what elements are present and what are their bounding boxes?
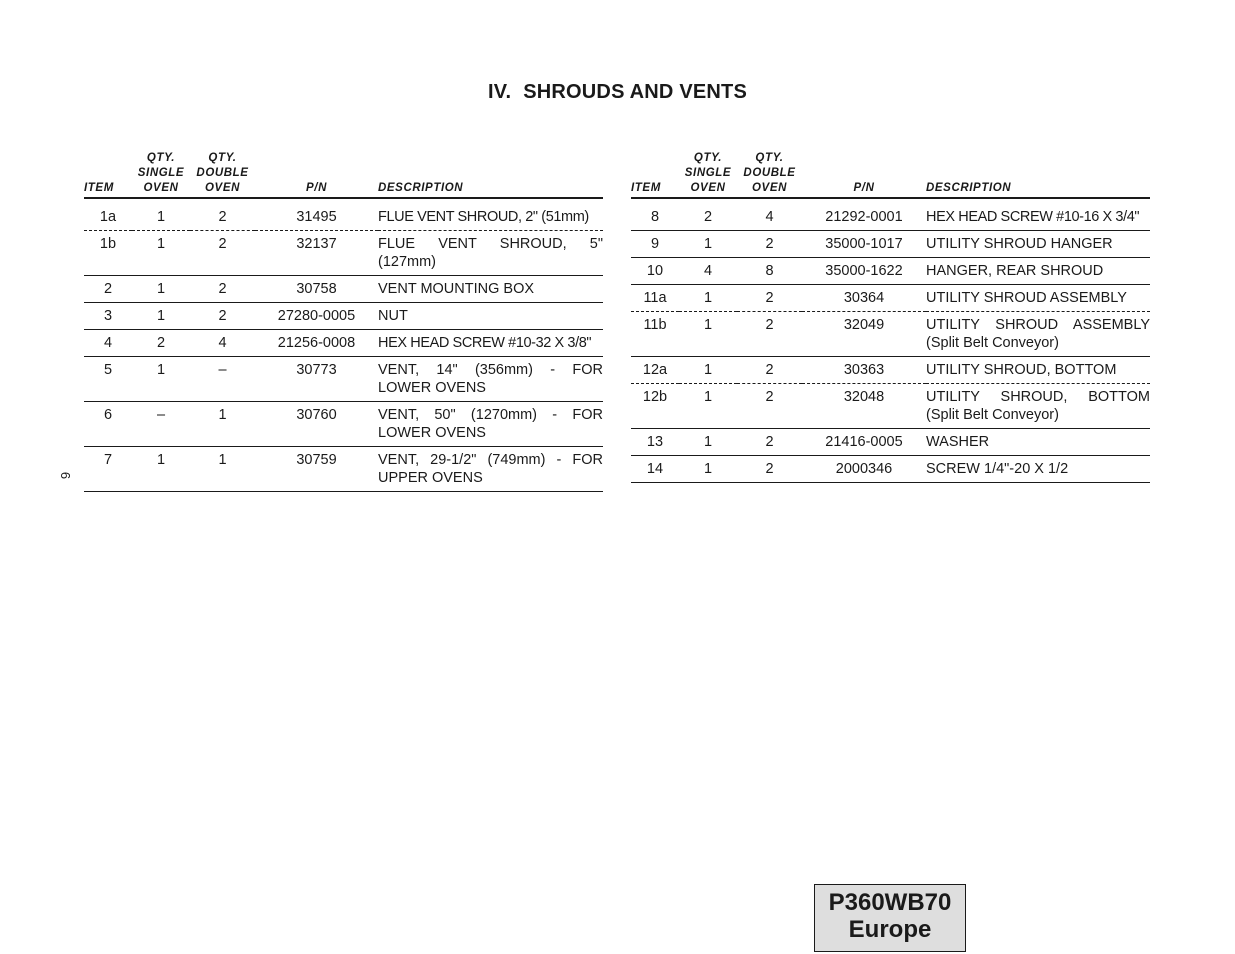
part-number-cell: 35000-1017 [802, 231, 926, 258]
qty-single-cell: 1 [132, 198, 190, 231]
column-header-item: ITEM [631, 151, 679, 198]
qty-single-cell: 1 [132, 231, 190, 276]
qty-double-cell: 1 [190, 402, 255, 447]
item-cell: 13 [631, 429, 679, 456]
qty-double-cell: 2 [190, 276, 255, 303]
item-cell: 12a [631, 357, 679, 384]
item-cell: 1a [84, 198, 132, 231]
description-cell: WASHER [926, 429, 1150, 456]
item-cell: 14 [631, 456, 679, 483]
item-cell: 12b [631, 384, 679, 429]
qty-single-cell: 1 [679, 312, 737, 357]
qty-single-cell: 1 [679, 384, 737, 429]
part-number-cell: 2000346 [802, 456, 926, 483]
model-name: P360WB70 [828, 889, 952, 916]
qty-double-cell: 8 [737, 258, 802, 285]
table-row [84, 303, 603, 330]
qty-single-cell: 1 [132, 276, 190, 303]
table-row [84, 276, 603, 303]
table-row [631, 456, 1150, 483]
part-number-cell: 30363 [802, 357, 926, 384]
qty-double-cell: 2 [737, 456, 802, 483]
qty-double-cell: – [190, 357, 255, 402]
item-cell: 1b [84, 231, 132, 276]
table-header-row [84, 151, 603, 198]
description-cell: UTILITY SHROUD ASSEMBLY (Split Belt Conveyor) [926, 312, 1150, 357]
page-number: 6 [58, 471, 74, 480]
table-row [84, 231, 603, 276]
table-row [84, 447, 603, 492]
table-header-row [631, 151, 1150, 198]
description-cell: VENT MOUNTING BOX [378, 276, 603, 303]
item-cell: 7 [84, 447, 132, 492]
section-title: SHROUDS AND VENTS [523, 81, 747, 103]
description-cell: UTILITY SHROUD HANGER [926, 231, 1150, 258]
part-number-cell: 30760 [255, 402, 378, 447]
description-cell: VENT, 29-1/2" (749mm) - FOR UPPER OVENS [378, 447, 603, 492]
part-number-cell: 30759 [255, 447, 378, 492]
qty-double-cell: 2 [190, 231, 255, 276]
part-number-cell: 35000-1622 [802, 258, 926, 285]
item-cell: 11b [631, 312, 679, 357]
part-number-cell: 31495 [255, 198, 378, 231]
qty-double-cell: 2 [190, 198, 255, 231]
description-cell: HEX HEAD SCREW #10-16 X 3/4" [926, 198, 1150, 231]
qty-single-cell: 2 [132, 330, 190, 357]
item-cell: 2 [84, 276, 132, 303]
qty-single-cell: 1 [679, 456, 737, 483]
qty-double-cell: 4 [190, 330, 255, 357]
qty-single-cell: 1 [679, 285, 737, 312]
qty-double-cell: 1 [190, 447, 255, 492]
part-number-cell: 27280-0005 [255, 303, 378, 330]
table-row [631, 231, 1150, 258]
table-row [631, 285, 1150, 312]
item-cell: 10 [631, 258, 679, 285]
part-number-cell: 32048 [802, 384, 926, 429]
description-cell: VENT, 14" (356mm) - FOR LOWER OVENS [378, 357, 603, 402]
column-header-qty-double: QTY. DOUBLE OVEN [190, 151, 255, 198]
qty-single-cell: 1 [132, 303, 190, 330]
qty-single-cell: 1 [132, 447, 190, 492]
description-cell: FLUE VENT SHROUD, 5" (127mm) [378, 231, 603, 276]
description-cell: VENT, 50" (1270mm) - FOR LOWER OVENS [378, 402, 603, 447]
qty-single-cell: 1 [679, 231, 737, 258]
description-cell: HANGER, REAR SHROUD [926, 258, 1150, 285]
qty-single-cell: 2 [679, 198, 737, 231]
table-row [631, 258, 1150, 285]
part-number-cell: 32049 [802, 312, 926, 357]
column-header-qty-double: QTY. DOUBLE OVEN [737, 151, 802, 198]
description-cell: UTILITY SHROUD, BOTTOM (Split Belt Conveyor) [926, 384, 1150, 429]
qty-single-cell: 1 [132, 357, 190, 402]
table-row [631, 312, 1150, 357]
description-cell: UTILITY SHROUD ASSEMBLY [926, 285, 1150, 312]
column-header-qty-single: QTY. SINGLE OVEN [679, 151, 737, 198]
part-number-cell: 21292-0001 [802, 198, 926, 231]
qty-double-cell: 2 [737, 384, 802, 429]
model-region: Europe [848, 916, 932, 943]
qty-single-cell: 1 [679, 429, 737, 456]
item-cell: 6 [84, 402, 132, 447]
table-row [84, 198, 603, 231]
qty-double-cell: 2 [737, 312, 802, 357]
column-header-pn: P/N [255, 151, 378, 198]
qty-single-cell: – [132, 402, 190, 447]
description-cell: NUT [378, 303, 603, 330]
item-cell: 8 [631, 198, 679, 231]
part-number-cell: 32137 [255, 231, 378, 276]
description-cell: FLUE VENT SHROUD, 2" (51mm) [378, 198, 603, 231]
item-cell: 5 [84, 357, 132, 402]
part-number-cell: 30758 [255, 276, 378, 303]
part-number-cell: 21416-0005 [802, 429, 926, 456]
table-row [84, 402, 603, 447]
column-header-description: DESCRIPTION [378, 151, 603, 198]
qty-single-cell: 4 [679, 258, 737, 285]
part-number-cell: 30773 [255, 357, 378, 402]
item-cell: 11a [631, 285, 679, 312]
item-cell: 9 [631, 231, 679, 258]
item-cell: 3 [84, 303, 132, 330]
table-row [631, 429, 1150, 456]
description-cell: HEX HEAD SCREW #10-32 X 3/8" [378, 330, 603, 357]
qty-double-cell: 4 [737, 198, 802, 231]
qty-double-cell: 2 [737, 231, 802, 258]
item-cell: 4 [84, 330, 132, 357]
table-row [631, 357, 1150, 384]
model-badge [814, 884, 966, 952]
table-row [631, 384, 1150, 429]
description-cell: UTILITY SHROUD, BOTTOM [926, 357, 1150, 384]
qty-double-cell: 2 [737, 429, 802, 456]
qty-double-cell: 2 [737, 357, 802, 384]
parts-table-right [631, 151, 1150, 483]
parts-table-left [84, 151, 603, 492]
table-row [631, 198, 1150, 231]
part-number-cell: 21256-0008 [255, 330, 378, 357]
qty-double-cell: 2 [737, 285, 802, 312]
part-number-cell: 30364 [802, 285, 926, 312]
table-row [84, 330, 603, 357]
qty-single-cell: 1 [679, 357, 737, 384]
column-header-pn: P/N [802, 151, 926, 198]
description-cell: SCREW 1/4"-20 X 1/2 [926, 456, 1150, 483]
page-title [0, 81, 1235, 104]
section-number: IV. [487, 81, 512, 103]
column-header-item: ITEM [84, 151, 132, 198]
column-header-qty-single: QTY. SINGLE OVEN [132, 151, 190, 198]
qty-double-cell: 2 [190, 303, 255, 330]
column-header-description: DESCRIPTION [926, 151, 1150, 198]
table-row [84, 357, 603, 402]
